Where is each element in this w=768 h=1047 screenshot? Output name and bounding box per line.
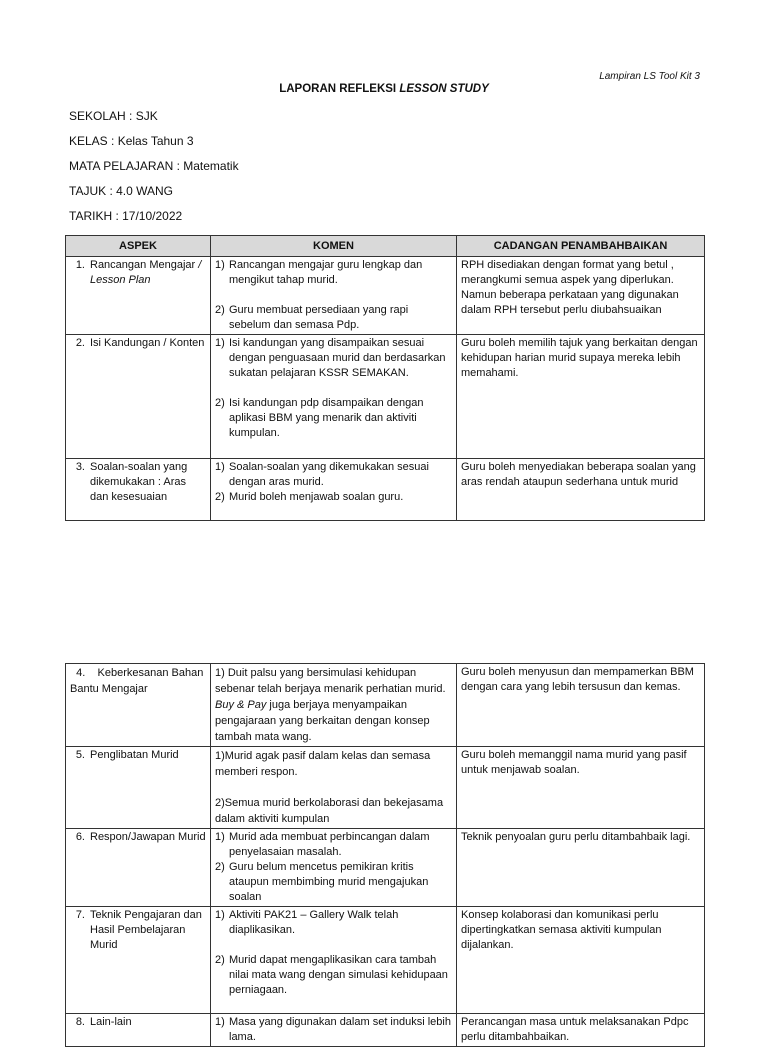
row-number: 8. xyxy=(75,1016,85,1028)
topic-field: TAJUK : 4.0 WANG xyxy=(69,184,174,198)
komen-text: 2)Semua murid berkolaborasi dan bekejasama dalam aktiviti kumpulan xyxy=(215,797,444,825)
item-number: 2) xyxy=(215,954,225,966)
item-number: 2) xyxy=(215,304,225,316)
cadangan-cell xyxy=(457,664,705,747)
cadangan-text: Guru boleh menyediakan beberapa soalan yang aras rendah ataupun sederhana untuk murid xyxy=(461,461,696,488)
school-field: SEKOLAH : SJK xyxy=(69,109,158,123)
aspek-text: Penglibatan Murid xyxy=(90,749,179,761)
subject-field: MATA PELAJARAN : Matematik xyxy=(69,159,239,173)
class-field: KELAS : Kelas Tahun 3 xyxy=(69,134,194,148)
item-number: 1) xyxy=(215,909,225,921)
cadangan-cell xyxy=(457,459,705,521)
table-row xyxy=(66,907,705,1014)
komen-text: Isi kandungan yang disampaikan sesuai dengan penguasaan murid dan berdasarkan sukatan pelajaran KSSR SEMAKAN. xyxy=(229,337,446,379)
table-row xyxy=(66,747,705,829)
cadangan-cell xyxy=(457,257,705,335)
aspek-text: Rancangan Mengajar / Lesson Plan xyxy=(90,259,202,286)
komen-text: Murid dapat mengaplikasikan cara tambah nilai mata wang dengan simulasi kehidupaan perniagaan. xyxy=(229,954,448,996)
komen-text: 1)Murid agak pasif dalam kelas dan semasa memberi respon. xyxy=(215,750,431,778)
cadangan-cell xyxy=(457,907,705,1014)
komen-text: 1) Duit palsu yang bersimulasi kehidupan sebenar telah berjaya menarik perhatian murid. Buy & Pay juga berjaya menyampaikan pengajaraan yang berkaitan dengan konsep tambah mata wang. xyxy=(215,667,446,743)
aspek-cell xyxy=(66,829,211,907)
table-header-row xyxy=(66,236,705,257)
aspek-cell xyxy=(66,664,211,747)
komen-text: Isi kandungan pdp disampaikan dengan aplikasi BBM yang menarik dan aktiviti kumpulan. xyxy=(229,397,424,439)
cadangan-cell xyxy=(457,1014,705,1047)
table-row xyxy=(66,459,705,521)
attachment-note: Lampiran LS Tool Kit 3 xyxy=(599,71,700,82)
komen-cell xyxy=(211,1014,457,1047)
aspek-text: 4. Keberkesanan Bahan Bantu Mengajar xyxy=(70,667,204,695)
date-field: TARIKH : 17/10/2022 xyxy=(69,209,183,223)
komen-cell xyxy=(211,335,457,459)
aspek-cell xyxy=(66,257,211,335)
cadangan-text: Guru boleh memanggil nama murid yang pasif untuk menjawab soalan. xyxy=(461,749,687,776)
aspek-text: Lain-lain xyxy=(90,1016,132,1028)
komen-text: Murid ada membuat perbincangan dalam penyelasaian masalah. xyxy=(229,831,430,858)
aspek-text: Isi Kandungan / Konten xyxy=(90,337,205,349)
komen-cell xyxy=(211,829,457,907)
komen-text: Guru membuat persediaan yang rapi sebelum dan semasa Pdp. xyxy=(229,304,409,331)
cadangan-cell xyxy=(457,335,705,459)
aspek-cell xyxy=(66,747,211,829)
row-number: 3. xyxy=(75,461,85,473)
aspek-cell xyxy=(66,1014,211,1047)
table-row xyxy=(66,257,705,335)
aspek-cell xyxy=(66,907,211,1014)
reflection-table-part-2 xyxy=(65,663,705,1047)
aspek-text: Teknik Pengajaran dan Hasil Pembelajaran Murid xyxy=(90,909,202,951)
row-number: 6. xyxy=(75,831,85,843)
item-number: 2) xyxy=(215,861,225,873)
item-number: 2) xyxy=(215,491,225,503)
komen-text: Masa yang digunakan dalam set induksi lebih lama. xyxy=(229,1016,451,1043)
header-cadangan: CADANGAN PENAMBAHBAIKAN xyxy=(457,236,705,257)
item-number: 1) xyxy=(215,831,225,843)
komen-cell xyxy=(211,459,457,521)
komen-cell xyxy=(211,747,457,829)
row-number: 5. xyxy=(75,749,85,761)
aspek-cell xyxy=(66,459,211,521)
item-number: 2) xyxy=(215,397,225,409)
row-number: 1. xyxy=(75,259,85,271)
komen-text: Aktiviti PAK21 – Gallery Walk telah diaplikasikan. xyxy=(229,909,399,936)
reflection-table-part-1 xyxy=(65,235,705,521)
cadangan-text: Teknik penyoalan guru perlu ditambahbaik lagi. xyxy=(461,831,691,843)
cadangan-cell xyxy=(457,747,705,829)
cadangan-text: RPH disediakan dengan format yang betul , merangkumi semua aspek yang diperlukan. Namun beberapa perkataan yang digunakan dalam RPH tersebut perlu diubahsuaikan xyxy=(461,259,679,316)
cadangan-text: Konsep kolaborasi dan komunikasi perlu dipertingkatkan semasa aktiviti kumpulan dijalankan. xyxy=(461,909,662,951)
aspek-text: Soalan-soalan yang dikemukakan : Aras dan kesesuaian xyxy=(90,461,188,503)
aspek-text: Respon/Jawapan Murid xyxy=(90,831,206,843)
item-number: 1) xyxy=(215,259,225,271)
item-number: 1) xyxy=(215,461,225,473)
komen-cell xyxy=(211,664,457,747)
report-title: LAPORAN REFLEKSI LESSON STUDY xyxy=(279,83,489,95)
komen-cell xyxy=(211,907,457,1014)
cadangan-text: Guru boleh menyusun dan mempamerkan BBM dengan cara yang lebih tersusun dan kemas. xyxy=(461,666,694,693)
item-number: 1) xyxy=(215,1016,225,1028)
cadangan-cell xyxy=(457,829,705,907)
header-aspek: ASPEK xyxy=(66,236,211,257)
table-row xyxy=(66,664,705,747)
komen-text: Rancangan mengajar guru lengkap dan mengikut tahap murid. xyxy=(229,259,423,286)
table-row xyxy=(66,829,705,907)
komen-text: Murid boleh menjawab soalan guru. xyxy=(229,491,404,503)
row-number: 2. xyxy=(75,337,85,349)
table-row xyxy=(66,1014,705,1047)
cadangan-text: Guru boleh memilih tajuk yang berkaitan dengan kehidupan harian murid supaya mereka lebih memahami. xyxy=(461,337,698,379)
row-number: 7. xyxy=(75,909,85,921)
komen-text: Soalan-soalan yang dikemukakan sesuai dengan aras murid. xyxy=(229,461,429,488)
table-row xyxy=(66,335,705,459)
komen-text: Guru belum mencetus pemikiran kritis ataupun membimbing murid mengajukan soalan xyxy=(229,861,429,903)
komen-cell xyxy=(211,257,457,335)
cadangan-text: Perancangan masa untuk melaksanakan Pdpc perlu ditambahbaikan. xyxy=(461,1016,689,1043)
aspek-cell xyxy=(66,335,211,459)
header-komen: KOMEN xyxy=(211,236,457,257)
item-number: 1) xyxy=(215,337,225,349)
